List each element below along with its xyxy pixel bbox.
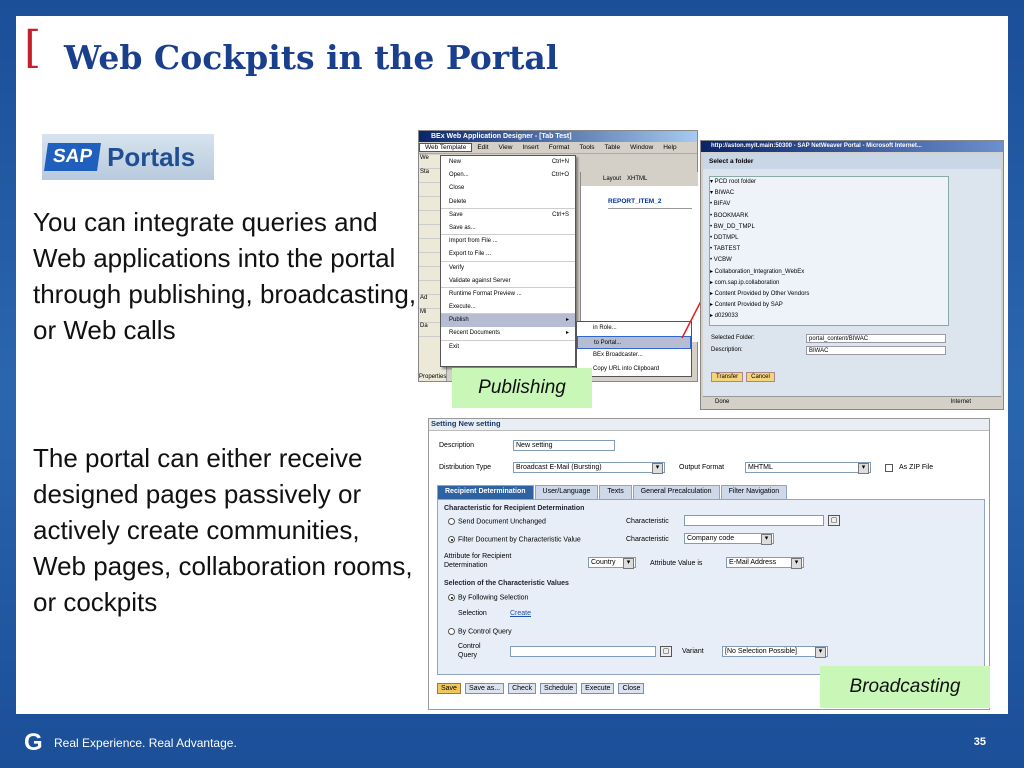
characteristic-input-1[interactable] xyxy=(684,515,824,526)
menu-web-template[interactable]: Web Template xyxy=(419,143,472,152)
page-title: Web Cockpits in the Portal xyxy=(64,38,559,77)
report-item[interactable]: REPORT_ITEM_2 xyxy=(608,198,692,209)
menu-view[interactable]: View xyxy=(498,144,513,151)
tree-item[interactable]: • VCBW xyxy=(710,257,732,264)
tab-user-language[interactable]: User/Language xyxy=(535,485,599,499)
bc-description-label: Description xyxy=(439,442,475,449)
menu-item-open[interactable]: Open... Ctrl+O xyxy=(449,172,569,179)
section-characteristic-heading: Characteristic for Recipient Determination xyxy=(444,505,585,512)
submenu-bex-broadcaster[interactable]: BEx Broadcaster... xyxy=(593,352,643,358)
menu-insert[interactable]: Insert xyxy=(522,144,539,151)
status-done: Done xyxy=(715,399,730,405)
menu-item-new[interactable]: New Ctrl+N xyxy=(449,159,569,165)
menu-item-import[interactable]: Import from File ... xyxy=(449,238,498,245)
close-button[interactable]: Close xyxy=(618,683,644,694)
radio-control[interactable] xyxy=(448,628,455,635)
description-row xyxy=(439,440,615,451)
attr-value-select[interactable]: E-Mail Address ▾ xyxy=(726,557,804,568)
select-folder-heading: Select a folder xyxy=(703,154,1001,169)
selected-folder-field[interactable]: portal_content/BIWAC xyxy=(806,334,946,343)
menu-item-save-as[interactable]: Save as... xyxy=(441,222,575,235)
zip-checkbox[interactable] xyxy=(885,464,893,472)
control-label-2: Query xyxy=(458,652,478,659)
opt-control-row xyxy=(448,628,512,635)
opt-unchanged-label: Send Document Unchanged xyxy=(458,518,546,526)
company-logo-icon: G xyxy=(24,729,43,756)
section-selection-heading: Selection of the Characteristic Values xyxy=(444,580,569,587)
bc-tabs xyxy=(437,485,788,499)
menu-item-close[interactable]: Close xyxy=(449,185,465,192)
tree-item[interactable]: ▾ PCD root folder xyxy=(710,179,757,185)
opt-unchanged-row xyxy=(448,518,546,525)
variant-select[interactable]: [No Selection Possible] ▾ xyxy=(722,646,828,657)
save-as-button[interactable]: Save as... xyxy=(465,683,504,694)
portal-buttons xyxy=(711,372,775,382)
zip-label: As ZIP File xyxy=(899,464,934,471)
menu-item-exit[interactable]: Exit xyxy=(449,343,460,350)
submenu-in-role[interactable]: in Role... xyxy=(593,325,617,331)
create-link[interactable]: Create xyxy=(510,610,532,617)
tab-layout[interactable]: Layout xyxy=(603,176,622,182)
menu-edit[interactable]: Edit xyxy=(477,144,489,151)
portal-title-bar: http://aston.myit.main:50300 - SAP NetWeaver Portal - Microsoft Internet... xyxy=(701,141,1003,152)
tree-item[interactable]: ▸ Content Provided by Other Vendors xyxy=(710,290,810,297)
page-number: 35 xyxy=(973,736,986,748)
menu-tools[interactable]: Tools xyxy=(579,144,595,151)
attr-select[interactable]: Country ▾ xyxy=(588,557,636,568)
logo-portals: Portals xyxy=(107,141,196,172)
tree-item[interactable]: ▸ com.sap.ip.collaboration xyxy=(710,279,780,286)
menu-item-validate[interactable]: Validate against Server xyxy=(441,275,575,288)
properties-label: Properties xyxy=(419,374,447,380)
execute-button[interactable]: Execute xyxy=(581,683,614,694)
menu-help[interactable]: Help xyxy=(663,144,677,151)
tab-general-precalculation[interactable]: General Precalculation xyxy=(633,485,720,499)
submenu-to-portal[interactable]: to Portal... xyxy=(577,336,691,350)
tree-item[interactable]: • BIFAV xyxy=(710,201,731,208)
tree-item[interactable]: ▸ Content Provided by SAP xyxy=(710,302,783,309)
web-template-menu xyxy=(440,155,576,367)
save-button[interactable]: Save xyxy=(437,683,461,694)
bc-output-select[interactable]: MHTML ▾ xyxy=(745,462,871,473)
attr-label-2: Determination xyxy=(444,562,488,569)
left-item: Ad xyxy=(419,295,446,309)
paragraph-portal: The portal can either receive designed pages passively or actively create communities, Web pages, collaboration rooms, or cockpits xyxy=(33,443,413,617)
title-bracket: [ xyxy=(24,22,42,73)
selected-folder-row xyxy=(711,332,1001,344)
left-item: Da xyxy=(419,323,446,337)
tab-texts[interactable]: Texts xyxy=(599,485,631,499)
characteristic-select[interactable]: Company code ▾ xyxy=(684,533,774,544)
value-help-icon[interactable]: ▢ xyxy=(828,515,840,526)
tree-item[interactable]: ▾ BIWAC xyxy=(710,190,735,197)
menu-item-publish[interactable]: Publish ▸ xyxy=(441,314,575,327)
tab-filter-navigation[interactable]: Filter Navigation xyxy=(721,485,788,499)
attr-label-1: Attribute for Recipient xyxy=(444,553,512,560)
tree-item[interactable]: ▸ Collaboration_Integration_WebEx xyxy=(710,268,805,275)
portal-body xyxy=(703,154,1001,397)
publish-submenu xyxy=(576,321,692,377)
check-button[interactable]: Check xyxy=(508,683,536,694)
variant-label: Variant xyxy=(682,648,704,655)
bc-output-label: Output Format xyxy=(679,464,725,471)
control-label-1: Control xyxy=(458,643,481,650)
menu-item-verify[interactable]: Verify xyxy=(449,264,465,271)
opt-following-label: By Following Selection xyxy=(458,594,529,602)
description-field[interactable]: BIWAC xyxy=(806,346,946,355)
folder-tree xyxy=(709,176,949,326)
tree-item[interactable]: • BOOKMARK xyxy=(710,212,749,219)
portal-fields xyxy=(711,332,1001,356)
broadcasting-caption: Broadcasting xyxy=(820,666,990,708)
radio-filter[interactable] xyxy=(448,536,455,543)
distribution-row xyxy=(439,462,933,473)
characteristic-label-1: Characteristic xyxy=(626,518,669,525)
menu-window[interactable]: Window xyxy=(630,144,654,151)
tree-item[interactable]: • DDTMPL xyxy=(710,234,739,241)
tab-recipient-determination[interactable]: Recipient Determination xyxy=(437,485,534,499)
left-item: We xyxy=(419,155,446,169)
attr-value-label: Attribute Value is xyxy=(650,560,703,567)
broadcaster-title: Setting New setting xyxy=(429,419,989,431)
tree-item[interactable]: • BW_DD_TMPL xyxy=(710,223,755,230)
menu-item-runtime-preview[interactable]: Runtime Format Preview ... xyxy=(449,290,522,297)
portal-screenshot xyxy=(700,140,1004,410)
bc-distribution-select[interactable]: Broadcast E-Mail (Bursting) ▾ xyxy=(513,462,665,473)
radio-unchanged[interactable] xyxy=(448,518,455,525)
portal-status-bar xyxy=(703,396,1001,407)
opt-control-label: By Control Query xyxy=(458,628,512,636)
characteristic-label-2: Characteristic xyxy=(626,536,669,543)
left-item: Mi xyxy=(419,309,446,323)
wad-title-bar: BEx Web Application Designer - [Tab Test] xyxy=(419,131,697,142)
status-internet: Internet xyxy=(950,399,971,405)
description-row xyxy=(711,344,1001,356)
publishing-caption: Publishing xyxy=(452,368,592,408)
layout-tabs xyxy=(581,172,698,186)
control-help-icon[interactable]: ▢ xyxy=(660,646,672,657)
opt-filter-row xyxy=(448,536,581,543)
opt-following-row xyxy=(448,594,528,601)
bc-description-input[interactable]: New setting xyxy=(513,440,615,451)
bc-buttons xyxy=(437,683,644,694)
recipient-determination-panel xyxy=(437,499,985,675)
description-label: Description: xyxy=(711,347,743,353)
transfer-button[interactable]: Transfer xyxy=(711,372,743,382)
schedule-button[interactable]: Schedule xyxy=(540,683,577,694)
radio-following[interactable] xyxy=(448,594,455,601)
bc-distribution-label: Distribution Type xyxy=(439,464,492,471)
menu-item-save[interactable]: Save Ctrl+S xyxy=(449,211,569,218)
footer-tagline: Real Experience. Real Advantage. xyxy=(54,736,237,750)
control-query-input[interactable] xyxy=(510,646,656,657)
menu-format[interactable]: Format xyxy=(548,144,570,151)
logo-sap: SAP xyxy=(44,143,101,171)
tree-item[interactable]: • TABTEST xyxy=(710,246,741,253)
menu-item-recent[interactable]: Recent Documents ▸ xyxy=(441,327,575,340)
selection-label: Selection xyxy=(458,610,487,617)
wad-menubar xyxy=(419,142,697,154)
opt-filter-label: Filter Document by Characteristic Value xyxy=(458,536,581,544)
menu-item-delete[interactable]: Delete xyxy=(441,196,575,209)
selected-folder-label: Selected Folder: xyxy=(711,335,755,341)
menu-item-export[interactable]: Export to File ... xyxy=(441,248,575,261)
menu-table[interactable]: Table xyxy=(604,144,621,151)
tab-xhtml[interactable]: XHTML xyxy=(627,176,648,182)
tree-item[interactable]: ▸ d029033 xyxy=(710,313,739,320)
left-item: Sta xyxy=(419,169,446,183)
menu-item-execute[interactable]: Execute... xyxy=(441,301,575,314)
cancel-button[interactable]: Cancel xyxy=(746,372,775,382)
sap-portals-logo xyxy=(42,134,214,180)
paragraph-integrate: You can integrate queries and Web applications into the portal through publishing, broadcasting, or Web calls xyxy=(33,207,417,345)
submenu-copy-url[interactable]: Copy URL into Clipboard xyxy=(593,365,660,372)
